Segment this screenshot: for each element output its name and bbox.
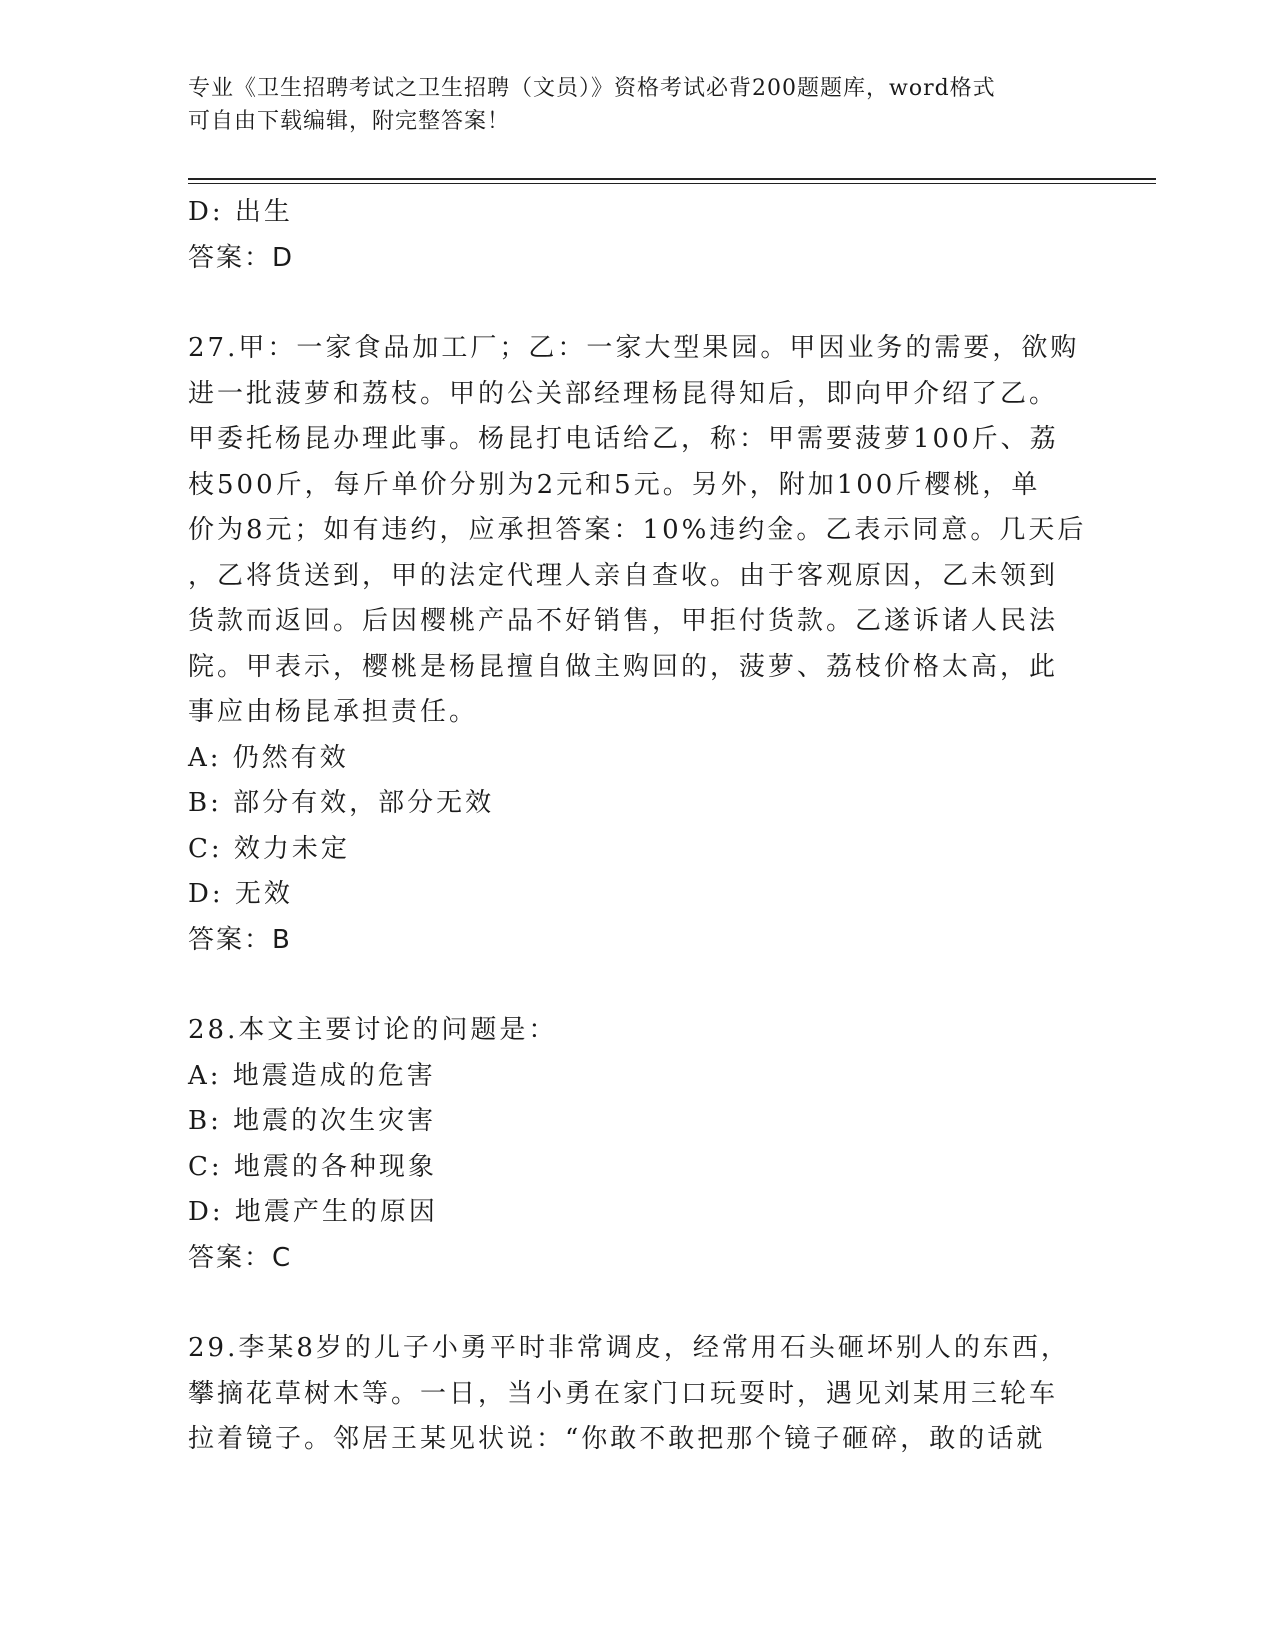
- option-d: D: 无效: [188, 879, 293, 909]
- question-stem-line: 事应由杨昆承担责任。: [188, 697, 479, 727]
- option-c: C: 效力未定: [188, 833, 350, 864]
- option-b: B: 地震的次生灾害: [188, 1106, 437, 1136]
- question-stem-line: 价为8元；如有违约，应承担答案：10%违约金。乙表示同意。几天后: [188, 515, 1087, 545]
- question-stem-line: 攀摘花草树木等。一日，当小勇在家门口玩耍时，遇见刘某用三轮车: [188, 1378, 1059, 1409]
- question-29: [188, 1326, 1088, 1463]
- header-title-line-2: 可自由下载编辑，附完整答案！: [188, 109, 511, 134]
- question-stem-line: 院。甲表示，樱桃是杨昆擅自做主购回的，菠萝、荔枝价格太高，此: [188, 651, 1059, 682]
- question-28: [188, 1008, 1088, 1281]
- question-stem-line: 拉着镜子。邻居王某见状说：“你敢不敢把那个镜子砸碎，敢的话就: [188, 1424, 1046, 1454]
- spacer: [188, 1281, 1088, 1326]
- option-a: A: 地震造成的危害: [188, 1060, 436, 1091]
- question-stem-line: 货款而返回。后因樱桃产品不好销售，甲拒付货款。乙遂诉诸人民法: [188, 606, 1059, 636]
- question-stem-line: 枝500斤，每斤单价分别为2元和5元。另外，附加100斤樱桃，单: [188, 469, 1041, 500]
- question-stem-line: 28.本文主要讨论的问题是：: [188, 1015, 558, 1045]
- document-header: [188, 72, 1068, 138]
- header-title-line-1: 专业《卫生招聘考试之卫生招聘（文员）》资格考试必背200题题库，word格式: [188, 76, 996, 101]
- document-body: [188, 190, 1088, 1463]
- question-stem-line: ，乙将货送到，甲的法定代理人亲自查收。由于客观原因，乙未领到: [188, 560, 1059, 591]
- header-divider-thin: [188, 183, 1156, 184]
- question-stem-line: 进一批菠萝和荔枝。甲的公关部经理杨昆得知后，即向甲介绍了乙。: [188, 378, 1059, 409]
- question-27: [188, 326, 1088, 963]
- header-divider-thick: [188, 178, 1156, 180]
- answer-line: 答案：D: [188, 242, 295, 273]
- question-stem-line: 27.甲：一家食品加工厂；乙：一家大型果园。甲因业务的需要，欲购: [188, 333, 1080, 363]
- question-26-tail: [188, 190, 1088, 281]
- spacer: [188, 281, 1088, 326]
- option-b: B: 部分有效，部分无效: [188, 788, 495, 818]
- option-d: D: 地震产生的原因: [188, 1197, 438, 1227]
- answer-line: 答案：C: [188, 1242, 293, 1273]
- option-c: C: 地震的各种现象: [188, 1151, 437, 1182]
- question-stem-line: 甲委托杨昆办理此事。杨昆打电话给乙，称：甲需要菠萝100斤、荔: [188, 424, 1059, 454]
- answer-line: 答案：B: [188, 924, 292, 955]
- question-stem-line: 29.李某8岁的儿子小勇平时非常调皮，经常用石头砸坏别人的东西，: [188, 1333, 1070, 1363]
- option-a: A: 仍然有效: [188, 742, 349, 773]
- option-d: D: 出生: [188, 197, 293, 227]
- spacer: [188, 963, 1088, 1008]
